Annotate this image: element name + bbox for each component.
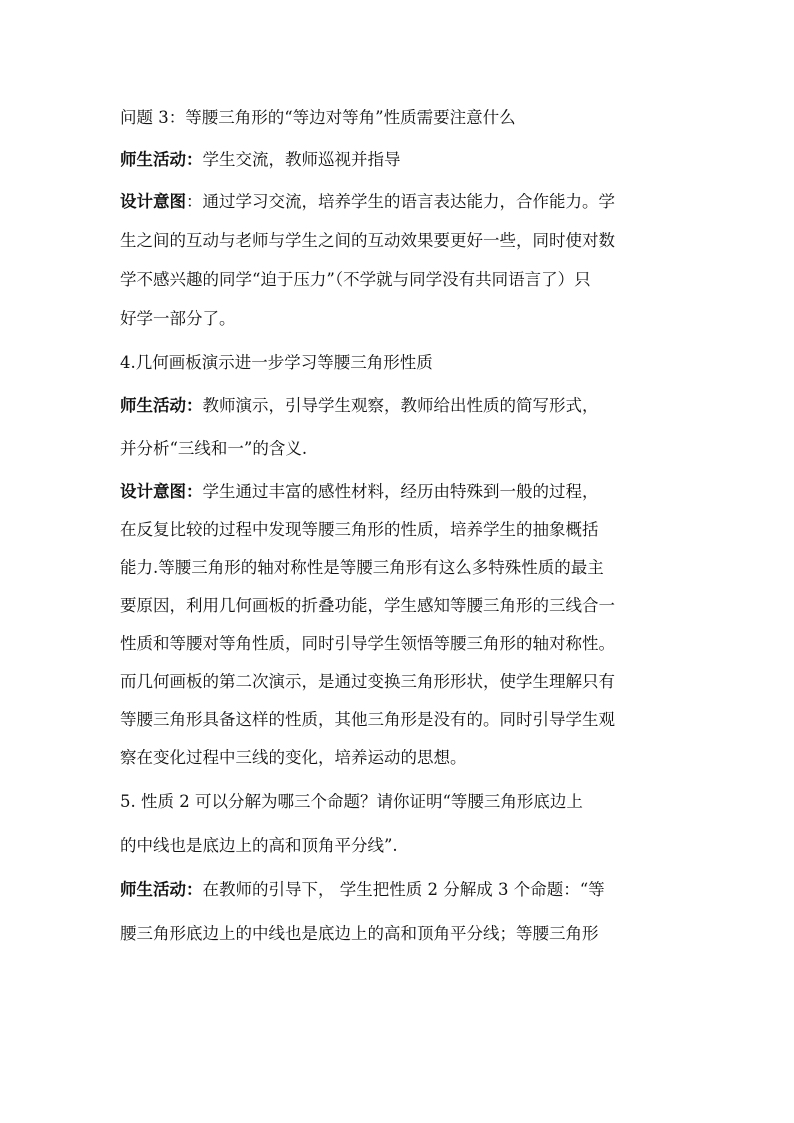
intent-1-line-4	[120, 309, 236, 329]
intent-1-text-1: ：通过学习交流，培养学生的语言表达能力，合作能力。学	[186, 192, 615, 211]
activity-3-text-2: 腰三角形底边上的中线也是底边上的高和顶角平分线；等腰三角形	[120, 924, 599, 943]
intent-2-text-6: 而几何画板的第二次演示，是通过变换三角形形状，使学生理解只有	[120, 672, 615, 691]
section-4-title	[120, 353, 433, 373]
intent-1-line-3	[120, 270, 591, 290]
intent-2-text-1: 学生通过丰富的感性材料，经历由特殊到一般的过程，	[202, 482, 599, 501]
activity-3-text-1: 在教师的引导下， 学生把性质 2 分解成 3 个命题：“等	[202, 880, 605, 899]
intent-1-text-3: 学不感兴趣的同学“迫于压力”（不学就与同学没有共同语言了）只	[120, 270, 591, 289]
activity-2-line-2	[120, 439, 307, 459]
intent-1-line-2	[120, 231, 615, 251]
intent-1-text-4: 好学一部分了。	[120, 309, 236, 328]
section-5-line-1	[120, 792, 583, 812]
activity-1-text: 学生交流，教师巡视并指导	[202, 150, 401, 169]
intent-2-line-8	[120, 748, 467, 768]
section-4-title-text: 4.几何画板演示进一步学习等腰三角形性质	[120, 353, 433, 372]
activity-2-text-2: 并分析“三线和一”的含义.	[120, 439, 308, 458]
intent-2-text-8: 察在变化过程中三线的变化，培养运动的思想。	[120, 748, 467, 767]
intent-2-label: 设计意图：	[120, 482, 203, 501]
activity-1-label: 师生活动：	[120, 150, 203, 169]
activity-1-line	[120, 150, 401, 170]
intent-1-text-2: 生之间的互动与老师与学生之间的互动效果要更好一些，同时使对数	[120, 231, 615, 250]
intent-2-line-6	[120, 672, 615, 692]
intent-2-text-3: 能力.等腰三角形的轴对称性是等腰三角形有这么多特殊性质的最主	[120, 558, 604, 577]
intent-2-text-7: 等腰三角形具备这样的性质，其他三角形是没有的。同时引导学生观	[120, 710, 615, 729]
intent-2-line-3	[120, 558, 604, 578]
intent-2-text-5: 性质和等腰对等角性质，同时引导学生领悟等腰三角形的轴对称性。	[120, 634, 615, 653]
activity-2-text-1: 教师演示，引导学生观察，教师给出性质的简写形式，	[202, 396, 599, 415]
question-3-line	[120, 108, 516, 128]
intent-2-line-4	[120, 596, 615, 616]
intent-1-label: 设计意图	[120, 192, 186, 211]
activity-3-line-2	[120, 924, 599, 944]
intent-2-text-2: 在反复比较的过程中发现等腰三角形的性质，培养学生的抽象概括	[120, 520, 599, 539]
section-5-text-1: 5. 性质 2 可以分解为哪三个命题？请你证明“等腰三角形底边上	[120, 792, 583, 811]
intent-2-line-1	[120, 482, 599, 502]
intent-2-text-4: 要原因，利用几何画板的折叠功能，学生感知等腰三角形的三线合一	[120, 596, 615, 615]
activity-3-label: 师生活动：	[120, 880, 203, 899]
section-5-line-2	[120, 836, 398, 856]
activity-3-line-1	[120, 880, 605, 900]
activity-2-label: 师生活动：	[120, 396, 203, 415]
intent-1-line-1	[120, 192, 615, 212]
activity-2-line-1	[120, 396, 599, 416]
section-5-text-2: 的中线也是底边上的高和顶角平分线”.	[120, 836, 398, 855]
intent-2-line-7	[120, 710, 615, 730]
question-3-text: 问题 3：等腰三角形的“等边对等角”性质需要注意什么	[120, 108, 516, 127]
intent-2-line-2	[120, 520, 599, 540]
intent-2-line-5	[120, 634, 615, 654]
